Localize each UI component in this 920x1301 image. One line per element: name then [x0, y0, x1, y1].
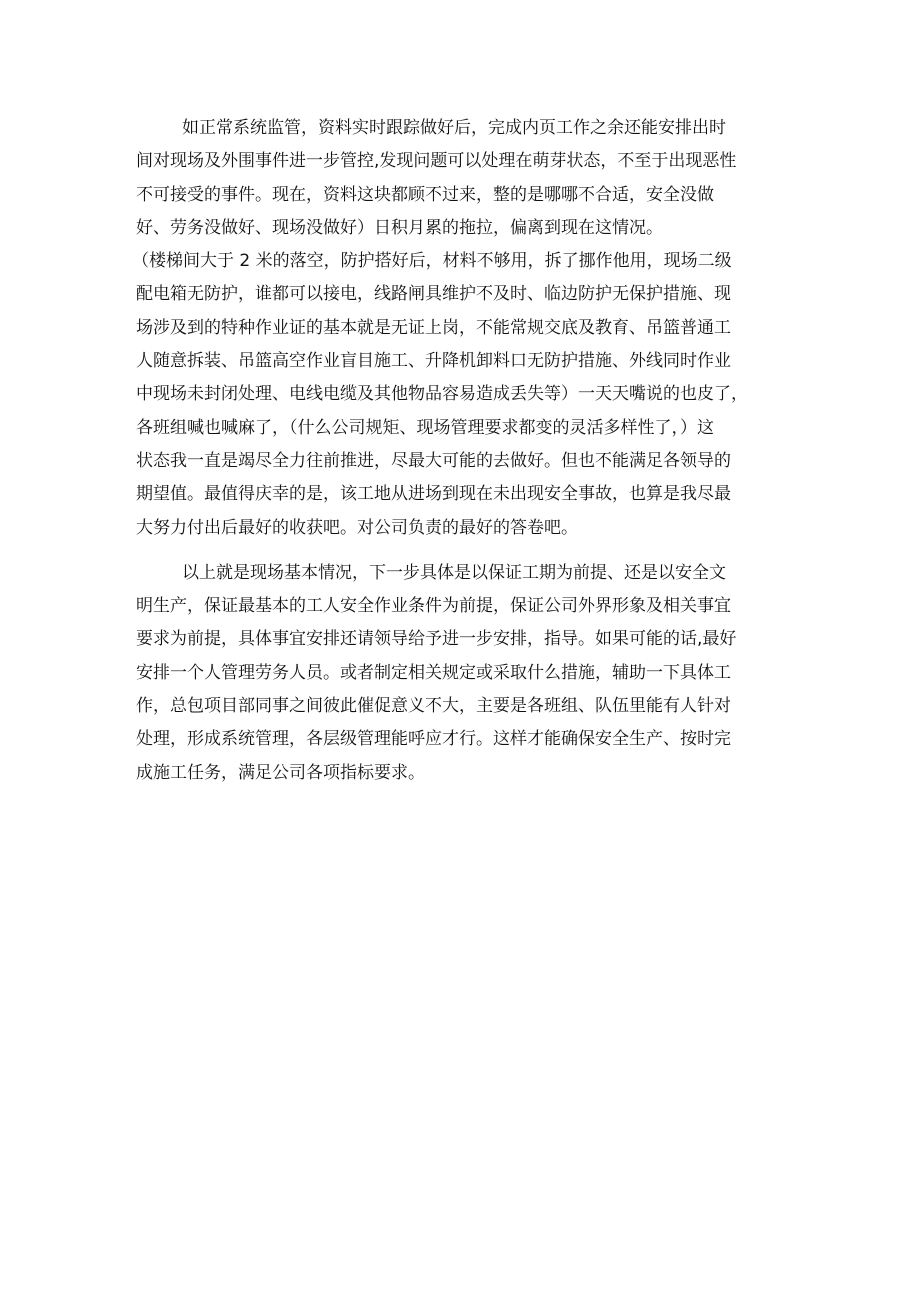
- text-line: 场涉及到的特种作业证的基本就是无证上岗，不能常规交底及教育、吊篮普通工: [136, 317, 731, 338]
- paragraph-next-steps: [136, 557, 806, 790]
- text-line: 人随意拆装、吊篮高空作业盲目施工、升降机卸料口无防护措施、外线同时作业: [136, 351, 731, 372]
- text-line: 处理，形成系统管理，各层级管理能呼应才行。这样才能确保安全生产、按时完: [136, 729, 731, 750]
- text-line: 期望值。最值得庆幸的是，该工地从进场到现在未出现安全事故，也算是我尽最: [136, 484, 731, 505]
- text-line: 如正常系统监管，资料实时跟踪做好后，完成内页工作之余还能安排出时: [182, 118, 726, 138]
- text-line: 间对现场及外围事件进一步管控,发现问题可以处理在萌芽状态，不至于出现恶性: [136, 151, 737, 172]
- text-line: 配电箱无防护，谁都可以接电，线路闸具维护不及时、临边防护无保护措施、现: [136, 284, 731, 305]
- text-line: 安排一个人管理劳务人员。或者制定相关规定或采取什么措施，辅助一下具体工: [136, 662, 731, 683]
- text-line: 中现场未封闭处理、电线电缆及其他物品容易造成丢失等）一天天嘴说的也皮了，: [136, 384, 748, 405]
- text-line: 明生产，保证最基本的工人安全作业条件为前提，保证公司外界形象及相关事宜: [136, 596, 731, 617]
- paragraph-site-situation: [132, 112, 806, 545]
- document-body: [132, 112, 806, 790]
- text-line: 要求为前提，具体事宜安排还请领导给予进一步安排，指导。如果可能的话,最好: [136, 629, 737, 650]
- text-line: 好、劳务没做好、现场没做好）日积月累的拖拉，偏离到现在这情况。: [136, 217, 663, 238]
- text-line: 状态我一直是竭尽全力往前推进，尽最大可能的去做好。但也不能满足各领导的: [136, 450, 731, 471]
- text-line: 不可接受的事件。现在，资料这块都顾不过来，整的是哪哪不合适，安全没做: [136, 184, 714, 205]
- text-line: 大努力付出后最好的收获吧。对公司负责的最好的答卷吧。: [136, 517, 578, 538]
- text-line: 作，总包项目部同事之间彼此催促意义不大，主要是各班组、队伍里能有人针对: [136, 696, 731, 717]
- text-line: 各班组喊也喊麻了，（什么公司规矩、现场管理要求都变的灵活多样性了，）这: [136, 417, 714, 438]
- text-line: （楼梯间大于 2 米的落空，防护搭好后，材料不够用，拆了挪作他用，现场二级: [132, 251, 732, 272]
- text-line: 成施工任务，满足公司各项指标要求。: [136, 762, 425, 783]
- text-line: 以上就是现场基本情况，下一步具体是以保证工期为前提、还是以安全文: [182, 562, 726, 583]
